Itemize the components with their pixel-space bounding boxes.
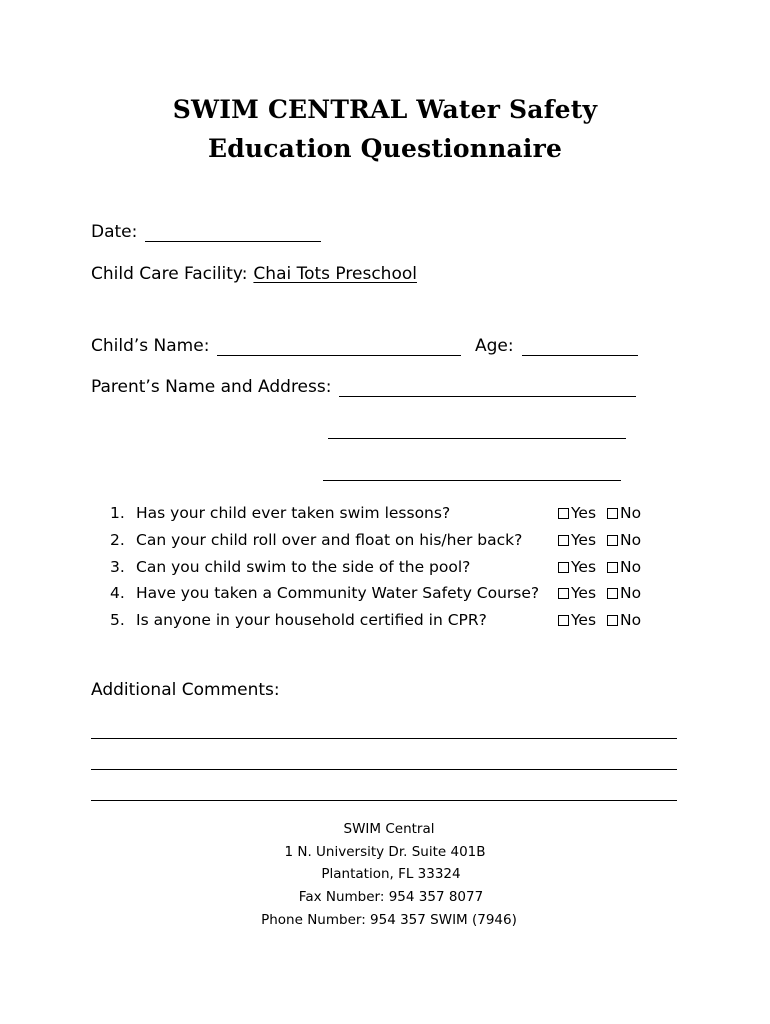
footer-org: SWIM Central <box>343 821 435 837</box>
checkbox-icon[interactable] <box>558 562 569 573</box>
question-number: 4. <box>110 584 125 602</box>
no-option[interactable] <box>607 504 641 522</box>
checkbox-icon[interactable] <box>607 535 618 546</box>
comments-label: Additional Comments: <box>91 680 280 700</box>
age-row <box>475 336 638 356</box>
checkbox-icon[interactable] <box>558 508 569 519</box>
facility-row <box>91 264 417 284</box>
age-blank[interactable] <box>522 337 638 356</box>
no-option[interactable] <box>607 611 641 629</box>
comments-row <box>91 680 280 700</box>
age-label: Age: <box>475 336 514 356</box>
footer-address-2: Plantation, FL 33324 <box>321 866 461 882</box>
question-1 <box>110 504 450 522</box>
yes-label: Yes <box>571 611 597 629</box>
parent-row <box>91 377 636 397</box>
footer-address-1: 1 N. University Dr. Suite 401B <box>284 844 486 860</box>
no-label: No <box>620 558 642 576</box>
yes-option[interactable] <box>558 531 596 549</box>
question-2-options <box>558 531 641 549</box>
question-4 <box>110 584 539 602</box>
checkbox-icon[interactable] <box>607 588 618 599</box>
yes-label: Yes <box>571 504 597 522</box>
question-text: Is anyone in your household certified in CPR? <box>136 611 487 629</box>
checkbox-icon[interactable] <box>558 588 569 599</box>
yes-option[interactable] <box>558 611 596 629</box>
question-3 <box>110 558 470 576</box>
checkbox-icon[interactable] <box>558 615 569 626</box>
footer-phone: Phone Number: 954 357 SWIM (7946) <box>261 912 517 928</box>
question-number: 1. <box>110 504 125 522</box>
form-title-line-1: SWIM CENTRAL Water Safety <box>172 95 598 124</box>
parent-blank-2[interactable] <box>328 438 626 439</box>
yes-option[interactable] <box>558 584 596 602</box>
question-text: Can your child roll over and float on his/her back? <box>136 531 523 549</box>
date-row <box>91 222 321 242</box>
question-4-options <box>558 584 641 602</box>
question-1-options <box>558 504 641 522</box>
question-number: 2. <box>110 531 125 549</box>
facility-label: Child Care Facility: <box>91 264 248 284</box>
parent-blank-3[interactable] <box>323 480 621 481</box>
yes-label: Yes <box>571 584 597 602</box>
date-blank[interactable] <box>145 223 321 242</box>
question-2 <box>110 531 522 549</box>
no-label: No <box>620 611 642 629</box>
checkbox-icon[interactable] <box>607 508 618 519</box>
no-option[interactable] <box>607 531 641 549</box>
no-label: No <box>620 504 642 522</box>
checkbox-icon[interactable] <box>558 535 569 546</box>
comment-line-3[interactable] <box>91 800 677 801</box>
no-option[interactable] <box>607 584 641 602</box>
facility-value: Chai Tots Preschool <box>253 264 417 284</box>
no-option[interactable] <box>607 558 641 576</box>
comment-line-2[interactable] <box>91 769 677 770</box>
checkbox-icon[interactable] <box>607 562 618 573</box>
question-3-options <box>558 558 641 576</box>
question-number: 5. <box>110 611 125 629</box>
yes-option[interactable] <box>558 504 596 522</box>
checkbox-icon[interactable] <box>607 615 618 626</box>
child-name-blank[interactable] <box>217 337 461 356</box>
question-text: Can you child swim to the side of the pool? <box>136 558 471 576</box>
yes-label: Yes <box>571 531 597 549</box>
question-5 <box>110 611 487 629</box>
question-text: Has your child ever taken swim lessons? <box>136 504 451 522</box>
date-label: Date: <box>91 222 138 242</box>
child-name-row <box>91 336 461 356</box>
yes-option[interactable] <box>558 558 596 576</box>
question-5-options <box>558 611 641 629</box>
question-text: Have you taken a Community Water Safety Course? <box>136 584 540 602</box>
yes-label: Yes <box>571 558 597 576</box>
footer-fax: Fax Number: 954 357 8077 <box>298 889 484 905</box>
comment-line-1[interactable] <box>91 738 677 739</box>
form-title-line-2: Education Questionnaire <box>207 134 563 163</box>
question-number: 3. <box>110 558 125 576</box>
no-label: No <box>620 531 642 549</box>
child-name-label: Child’s Name: <box>91 336 210 356</box>
parent-blank-1[interactable] <box>339 378 636 397</box>
no-label: No <box>620 584 642 602</box>
parent-label: Parent’s Name and Address: <box>91 377 332 397</box>
